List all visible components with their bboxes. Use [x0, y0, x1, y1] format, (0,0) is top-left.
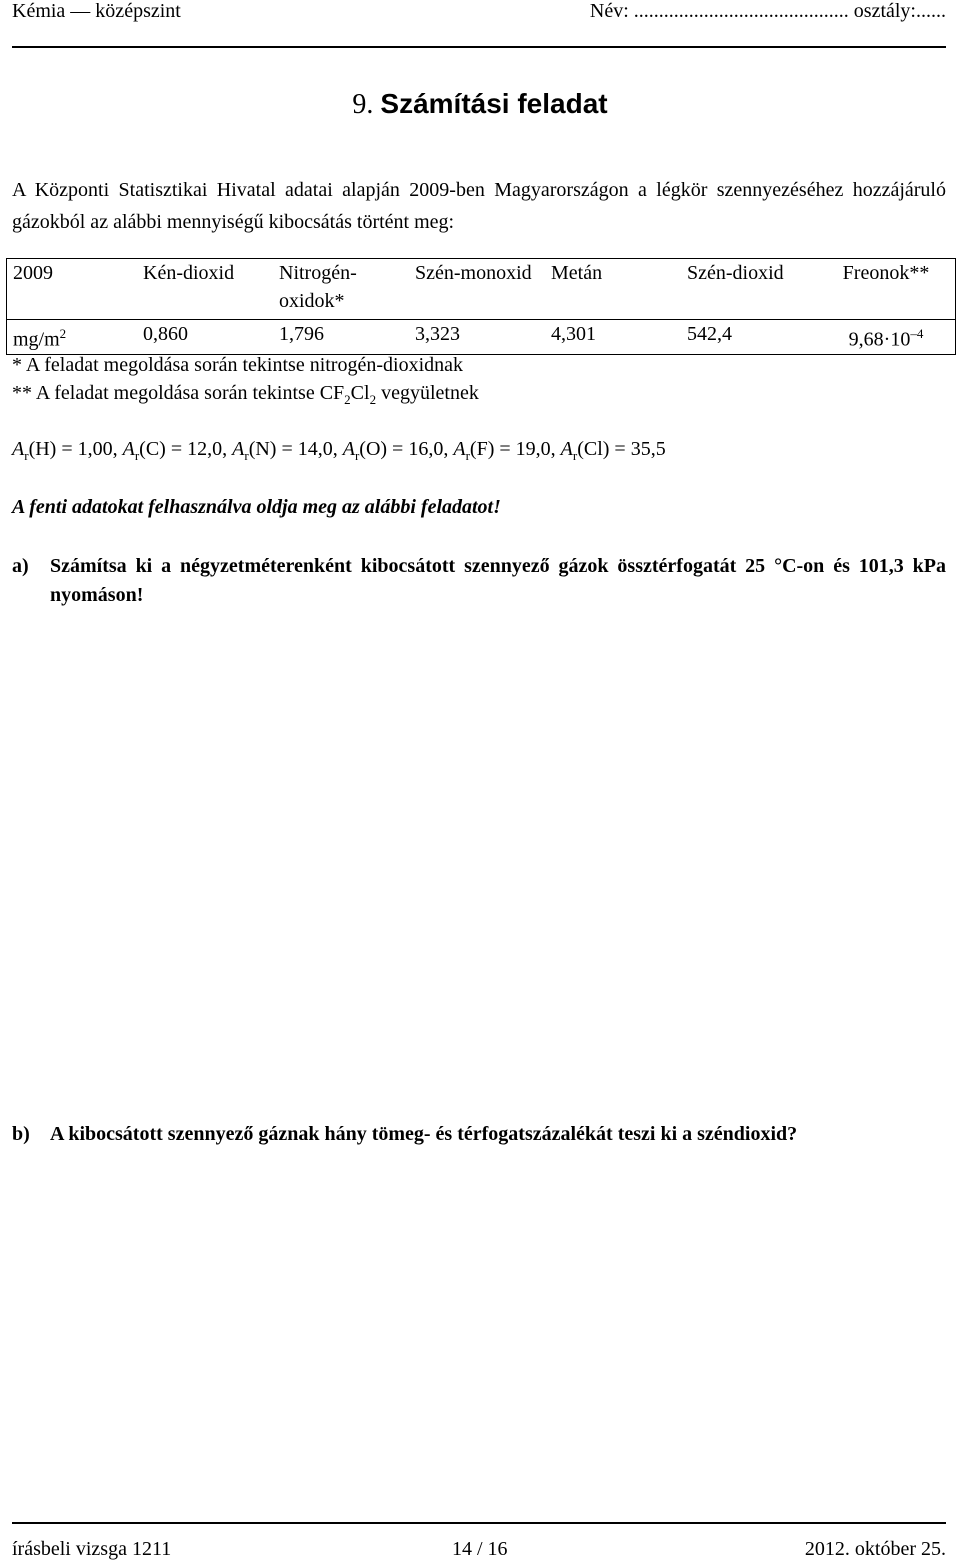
- table-cell: 4,301: [545, 320, 681, 355]
- task-a-label: a): [12, 555, 29, 577]
- footer-rule: [12, 1522, 946, 1524]
- table-header-cell: Szén-monoxid: [409, 259, 545, 320]
- page-title: [0, 88, 960, 121]
- unit-text: mg/m: [13, 328, 60, 351]
- header-rule: [12, 46, 946, 48]
- table-cell: 3,323: [409, 320, 545, 355]
- table-header-cell: Nitrogén-oxidok*: [273, 259, 409, 320]
- table-header-cell: Freonok**: [817, 259, 956, 320]
- intro-paragraph: A Központi Statisztikai Hivatal adatai alapján 2009-ben Magyarországon a légkör szennyezéséhez hozzájáruló gázokból az alábbi mennyiségű kibocsátás történt meg:: [12, 179, 946, 233]
- mass-symbol: A: [342, 438, 355, 460]
- footnote-2-sub: 2: [344, 392, 351, 407]
- task-number: 9.: [352, 89, 374, 120]
- table-unit-cell: [7, 320, 138, 355]
- table-value-row: [7, 320, 956, 355]
- footnote-2-sub: 2: [369, 392, 377, 407]
- table-header-cell: 2009: [7, 259, 138, 320]
- instruction: A fenti adatokat felhasználva oldja meg az alábbi feladatot!: [12, 496, 501, 518]
- task-a: [12, 552, 946, 610]
- mass-item: (Cl) = 35,5: [577, 438, 666, 460]
- mass-sub: r: [244, 448, 249, 463]
- mass-item: (H) = 1,00,: [28, 438, 123, 460]
- mass-symbol: A: [453, 438, 466, 460]
- footnote-1: * A feladat megoldása során tekintse nitrogén-dioxidnak: [12, 354, 463, 376]
- task-a-text: Számítsa ki a négyzetméterenként kibocsátott szennyező gázok össztérfogatát 25 °C-on és 101,3 kPa nyomáson!: [50, 555, 946, 606]
- footer-exam: írásbeli vizsga 1211: [12, 1538, 172, 1560]
- mass-item: (O) = 16,0,: [359, 438, 454, 460]
- table-header-cell: Kén-dioxid: [137, 259, 273, 320]
- table-cell-freon: [817, 320, 956, 355]
- footnote-2-text: ** A feladat megoldása során tekintse CF: [12, 382, 345, 404]
- table-cell: 542,4: [681, 320, 817, 355]
- mass-symbol: A: [232, 438, 245, 460]
- freon-base: 9,68·10: [848, 328, 911, 351]
- table-cell: 1,796: [273, 320, 409, 355]
- header-name-class: Név: ........................................... osztály:......: [589, 0, 946, 22]
- mass-item: (N) = 14,0,: [248, 438, 343, 460]
- page-header: [12, 0, 946, 28]
- mass-sub: r: [354, 448, 360, 463]
- page-number: 14 / 16: [452, 1538, 508, 1560]
- freon-exponent: –4: [910, 326, 924, 341]
- unit-exponent: 2: [59, 326, 67, 341]
- table-header-cell: Metán: [545, 259, 681, 320]
- footnote-2-text: Cl: [350, 382, 370, 404]
- mass-sub: r: [465, 448, 470, 463]
- footer-date: 2012. október 25.: [804, 1538, 946, 1560]
- table-header-cell: Szén-dioxid: [681, 259, 817, 320]
- header-subject: Kémia — középszint: [12, 0, 181, 22]
- table-cell: 0,860: [137, 320, 273, 355]
- mass-item: (F) = 19,0,: [469, 438, 561, 460]
- task-b: [12, 1120, 946, 1149]
- mass-sub: r: [572, 448, 578, 463]
- task-b-text: A kibocsátott szennyező gáznak hány tömeg- és térfogatszázalékát teszi ki a széndioxid?: [50, 1123, 798, 1145]
- task-title: Számítási feladat: [380, 88, 608, 119]
- footnote-2-text: vegyületnek: [376, 382, 479, 404]
- mass-symbol: A: [560, 438, 573, 460]
- mass-item: (C) = 12,0,: [139, 438, 233, 460]
- footnote-2: [12, 382, 479, 408]
- mass-sub: r: [24, 448, 29, 463]
- mass-sub: r: [134, 448, 140, 463]
- atomic-masses: [12, 438, 666, 464]
- mass-symbol: A: [12, 438, 25, 460]
- emission-table: [6, 258, 956, 355]
- table-header-row: [7, 259, 956, 320]
- task-b-label: b): [12, 1123, 30, 1145]
- mass-symbol: A: [122, 438, 135, 460]
